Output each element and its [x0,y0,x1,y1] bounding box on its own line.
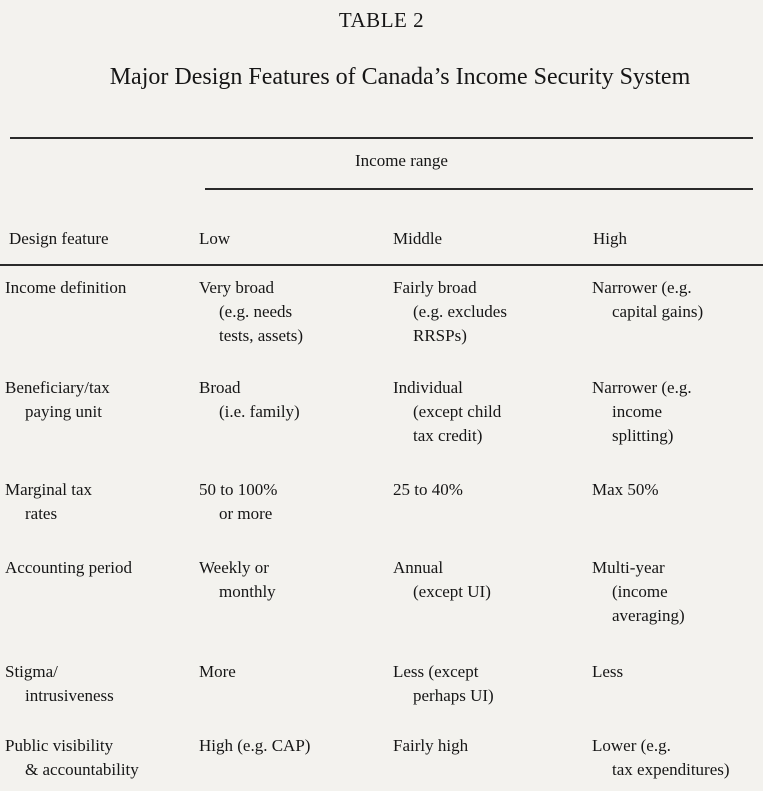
cell-line: tax expenditures) [612,760,730,779]
cell-line: (except UI) [413,582,491,601]
cell-line: intrusiveness [25,686,114,705]
table-cell-high [592,478,659,502]
cell-line: Fairly broad [393,278,477,297]
cell-line: (except child [413,402,502,421]
col-header-low: Low [199,229,231,248]
range-rule [205,188,753,190]
cell-line: income [612,402,663,421]
cell-line: Stigma/ [5,662,58,681]
table-cell-middle [393,734,468,758]
income-range-header: Income range [355,151,448,170]
cell-line: Lower (e.g. [592,736,671,755]
cell-line: Very broad [199,278,275,297]
table-cell-middle [393,478,463,502]
table-title: Major Design Features of Canada’s Income Security System [109,64,691,90]
cell-line: Marginal tax [5,480,93,499]
cell-line: Accounting period [5,558,132,577]
table-cell-feature [5,556,132,580]
cell-line: & accountability [25,760,139,779]
col-header-high: High [593,229,627,248]
table-cell-low [199,734,310,758]
table-cell-high [592,734,730,782]
cell-line: Broad [199,378,241,397]
header-rule [0,264,763,266]
cell-line: Max 50% [592,480,659,499]
cell-line: 50 to 100% [199,480,278,499]
cell-line: RRSPs) [413,326,467,345]
cell-line: or more [219,504,273,523]
table-cell-feature [5,478,92,526]
cell-line: perhaps UI) [413,686,494,705]
cell-line: High (e.g. CAP) [199,736,311,755]
table-cell-high [592,556,685,628]
cell-line: rates [25,504,58,523]
table-cell-middle [393,276,507,348]
cell-line: (e.g. excludes [413,302,507,321]
cell-line: paying unit [25,402,102,421]
cell-line: Public visibility [5,736,114,755]
cell-line: (e.g. needs [219,302,293,321]
cell-line: tests, assets) [219,326,304,345]
cell-line: 25 to 40% [393,480,463,499]
col-header-design-feature: Design feature [9,229,109,248]
table-cell-high [592,276,703,324]
cell-line: tax credit) [413,426,483,445]
cell-line: Narrower (e.g. [592,378,692,397]
cell-line: Less (except [393,662,479,681]
top-rule [10,137,753,139]
cell-line: monthly [219,582,276,601]
cell-line: splitting) [612,426,674,445]
table-cell-high [592,660,623,684]
table-cell-feature [5,376,110,424]
cell-line: Annual [393,558,444,577]
col-header-middle: Middle [393,229,443,248]
cell-line: Less [592,662,624,681]
table-cell-middle [393,376,501,448]
cell-line: averaging) [612,606,685,625]
cell-line: Narrower (e.g. [592,278,692,297]
table-label: TABLE 2 [338,8,425,32]
table-cell-high [592,376,692,448]
cell-line: Fairly high [393,736,469,755]
cell-line: Weekly or [199,558,269,577]
table-cell-low [199,276,303,348]
cell-line: Beneficiary/tax [5,378,110,397]
table-cell-low [199,660,236,684]
table-cell-middle [393,660,494,708]
table-cell-middle [393,556,491,604]
cell-line: (i.e. family) [219,402,300,421]
table-cell-feature [5,660,114,708]
cell-line: capital gains) [612,302,704,321]
cell-line: Income definition [5,278,127,297]
table-cell-feature [5,276,126,300]
cell-line: More [199,662,236,681]
cell-line: (income [612,582,668,601]
table-cell-low [199,376,300,424]
cell-line: Individual [393,378,463,397]
table-cell-low [199,478,277,526]
table-cell-low [199,556,276,604]
cell-line: Multi-year [592,558,665,577]
table-cell-feature [5,734,139,782]
